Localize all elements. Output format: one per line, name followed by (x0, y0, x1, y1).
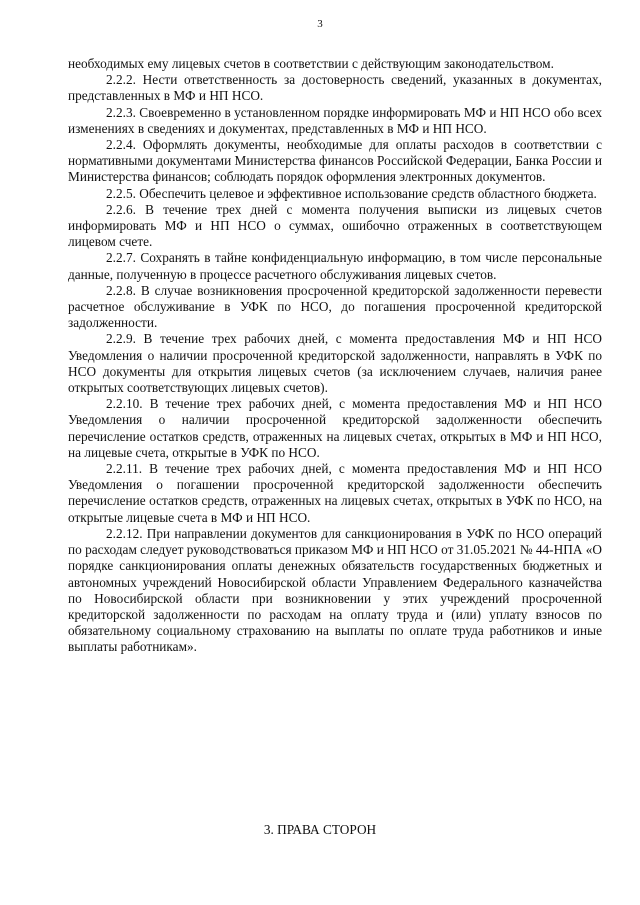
paragraph-2-2-6: 2.2.6. В течение трех дней с момента получения выписки из лицевых счетов информировать МФ и НП НСО о суммах, ошибочно отраженных в соответствующем лицевом счете. (68, 201, 602, 250)
paragraph-2-2-5: 2.2.5. Обеспечить целевое и эффективное использование средств областного бюджета. (106, 185, 597, 201)
paragraph-2-2-8: 2.2.8. В случае возникновения просроченной кредиторской задолженности перевести расчетное обслуживание в УФК по НСО, до погашения просроченной кредиторской задолженности. (68, 282, 602, 331)
document-body (68, 56, 602, 656)
section-heading: 3. ПРАВА СТОРОН (263, 822, 377, 837)
paragraph-2-2-12: 2.2.12. При направлении документов для санкционирования в УФК по НСО операций по расходам следует руководствоваться приказом МФ и НП НСО от 31.05.2021 № 44-НПА «О порядке санкционирования оплаты денежных обязательств государственных бюджетных и автономных учреждений Новосибирской области Управлением Федерального казначейства по Новосибирской области при возникновении у этих учреждений просроченной кредиторской задолженности по расходам на оплату труда и (или) уплату взносов по обязательному социальному страхованию на выплаты по оплате труда работников и иные выплаты работникам». (68, 525, 602, 655)
paragraph-continuation: необходимых ему лицевых счетов в соответствии с действующим законодательством. (68, 56, 554, 71)
paragraph-2-2-2: 2.2.2. Нести ответственность за достоверность сведений, указанных в документах, представленных в МФ и НП НСО. (68, 72, 602, 104)
paragraph-2-2-9: 2.2.9. В течение трех рабочих дней, с момента предоставления МФ и НП НСО Уведомления о наличии просроченной кредиторской задолженности, направлять в УФК по НСО документы для открытия лицевых счетов (за исключением случаев, наличия ранее открытых соответствующих лицевых счетов). (68, 331, 602, 396)
paragraph-2-2-4: 2.2.4. Оформлять документы, необходимые для оплаты расходов в соответствии с нормативными документами Министерства финансов Российской Федерации, Банка России и Министерства финансов; соблюдать порядок оформления электронных документов. (68, 137, 602, 185)
paragraph-2-2-10: 2.2.10. В течение трех рабочих дней, с момента предоставления МФ и НП НСО Уведомления о наличии просроченной кредиторской задолженности обеспечить перечисление остатков средств, отраженных на лицевых счетах, открытых в МФ и НП НСО, на лицевые счета, открытые в УФК по НСО. (68, 396, 602, 460)
paragraph-2-2-3: 2.2.3. Своевременно в установленном порядке информировать МФ и НП НСО обо всех изменениях в сведениях и документах, представленных в МФ и НП НСО. (68, 104, 602, 136)
paragraph-2-2-7: 2.2.7. Сохранять в тайне конфиденциальную информацию, в том числе персональные данные, полученную в процессе расчетного обслуживания лицевых счетов. (68, 250, 602, 282)
page-number: 3 (317, 18, 323, 30)
paragraph-2-2-11: 2.2.11. В течение трех рабочих дней, с момента предоставления МФ и НП НСО Уведомления о погашении просроченной кредиторской задолженности обеспечить перечисление остатков средств, отраженных на лицевых счетах, открытых в УФК по НСО, на открытые лицевые счета в МФ и НП НСО. (68, 461, 602, 525)
